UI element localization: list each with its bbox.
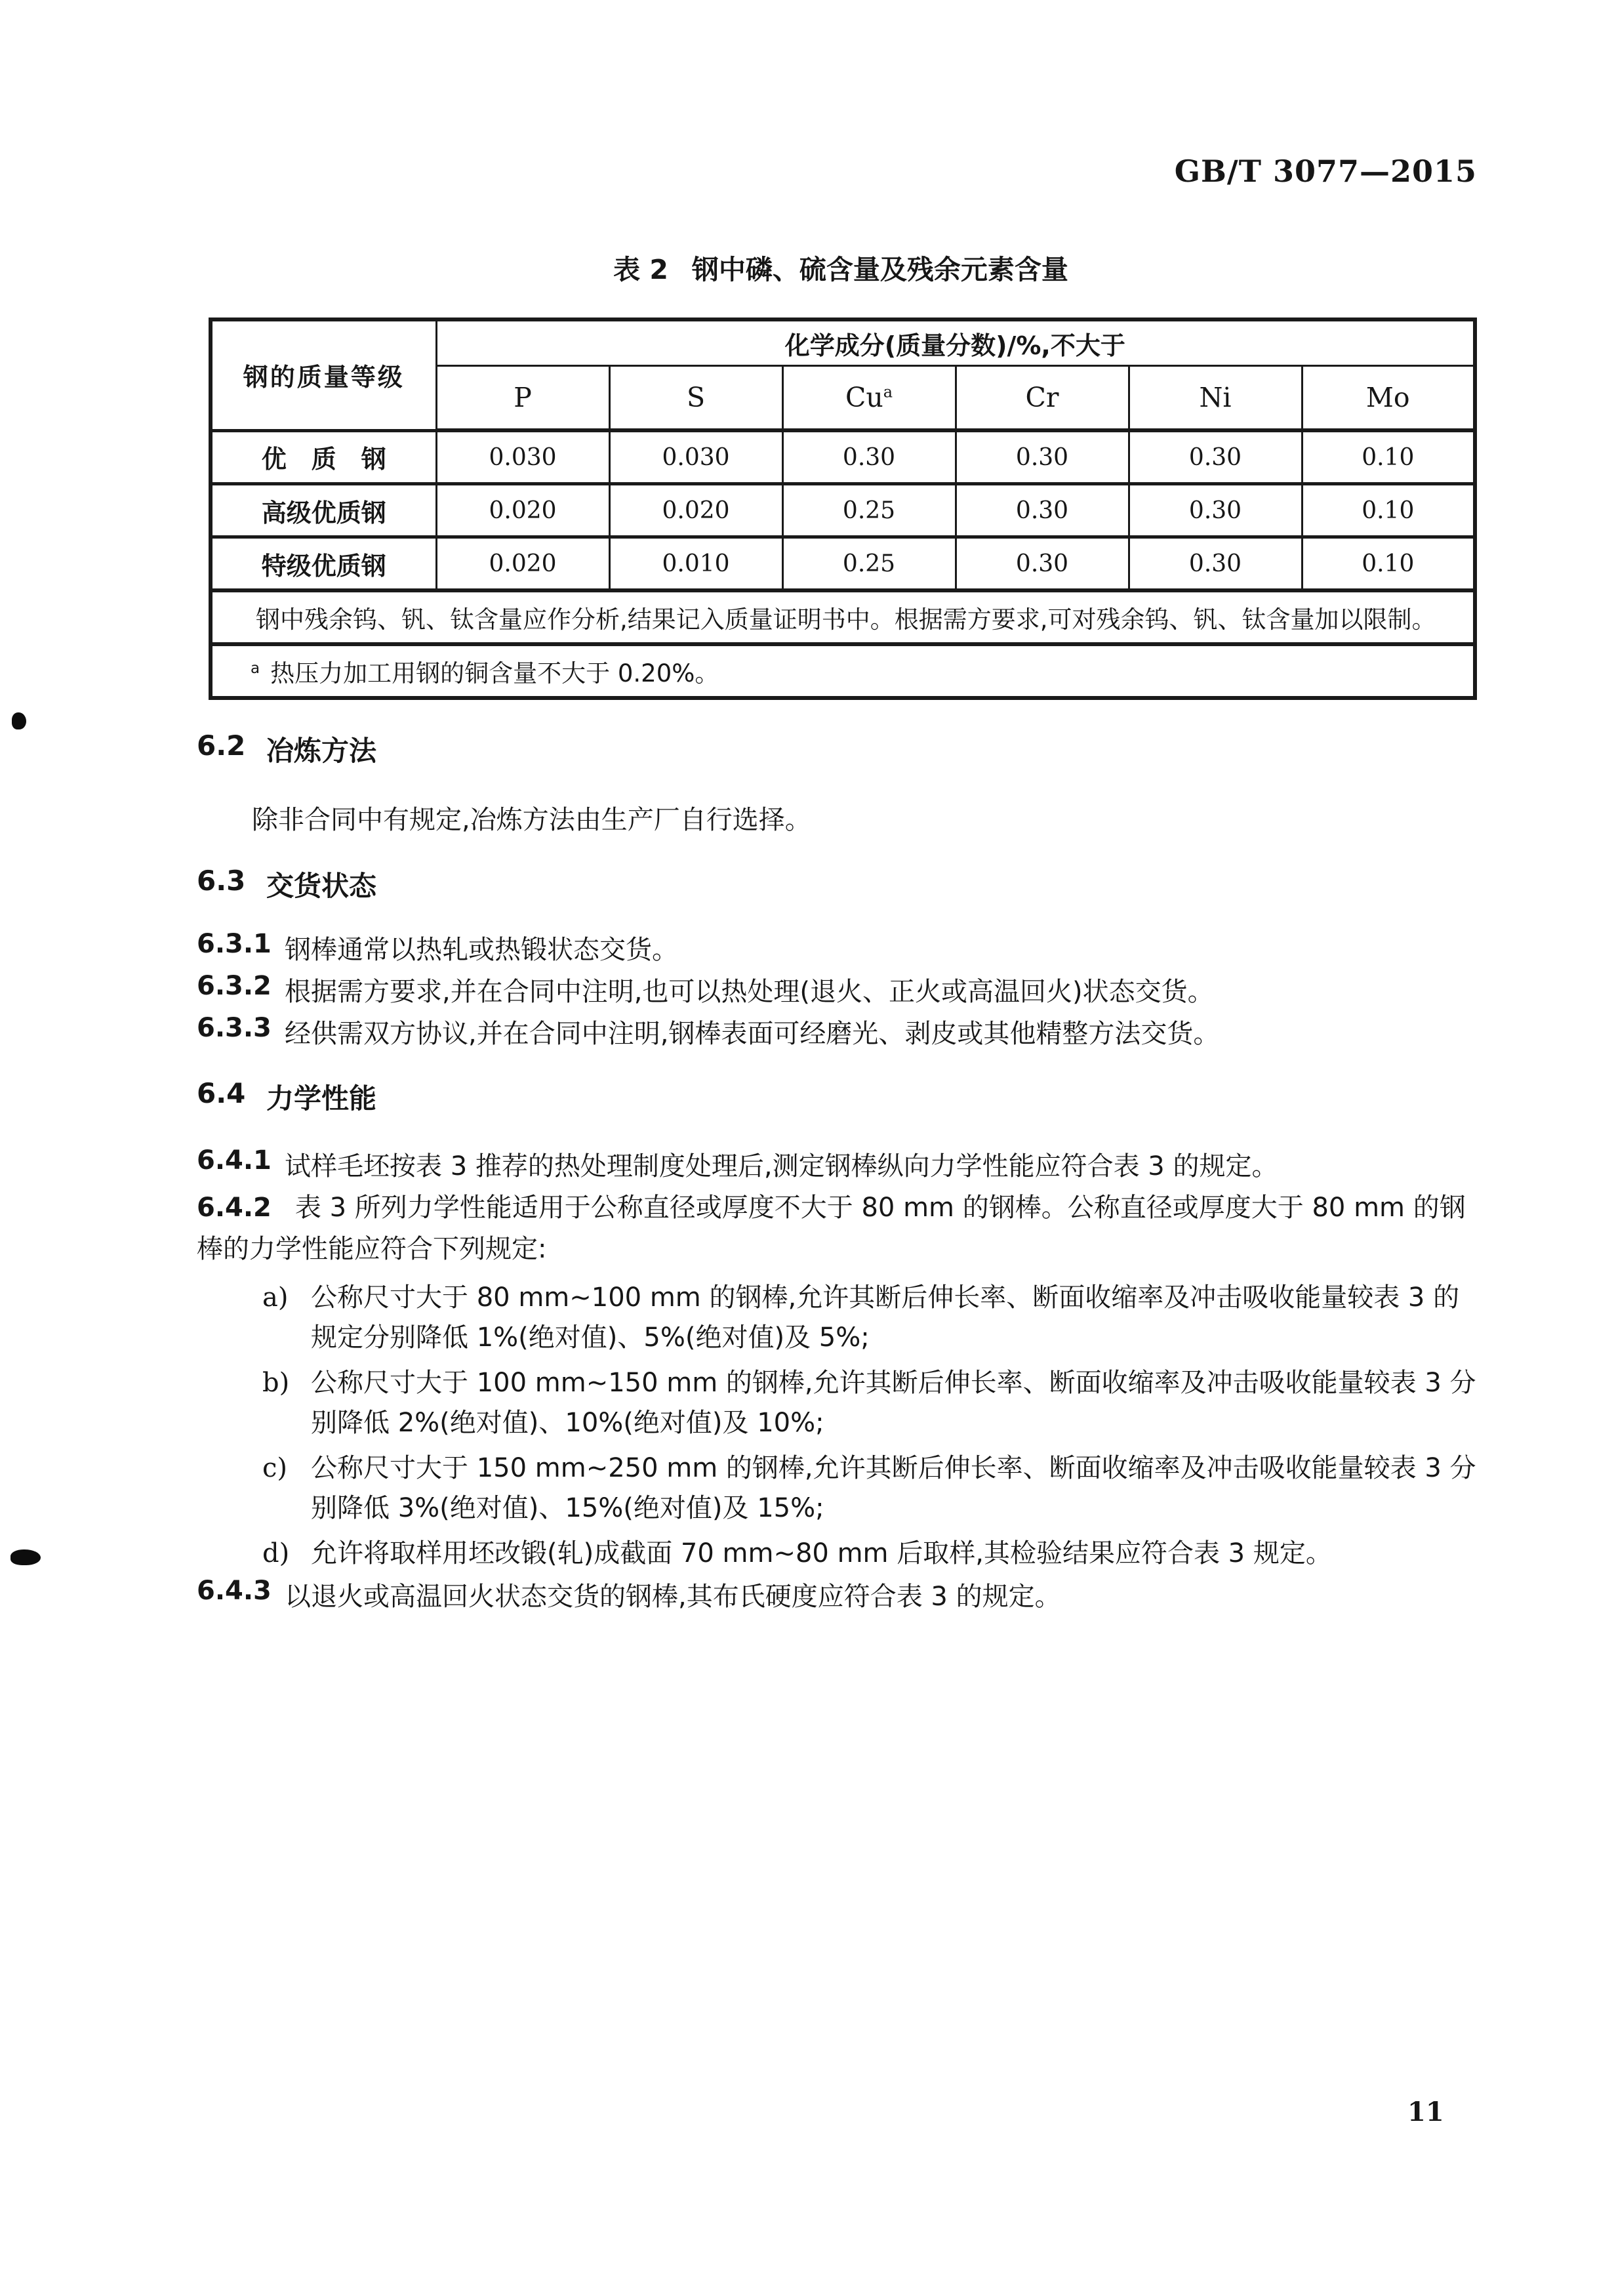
list-text: 允许将取样用坯改锻(轧)成截面 70 mm~80 mm 后取样,其检验结果应符合表 3 规定。	[311, 1538, 1332, 1568]
list-marker: a)	[262, 1282, 289, 1313]
composition-table	[209, 318, 1477, 700]
clause-6-3-3	[197, 1013, 1485, 1050]
value-cell: 0.030	[609, 430, 782, 484]
element-symbol: Mo	[1365, 382, 1410, 413]
clause-text: 试样毛坯按表 3 推荐的热处理制度处理后,测定钢棒纵向力学性能应符合表 3 的规定。	[285, 1151, 1278, 1181]
section-number: 6.4	[197, 1077, 246, 1109]
list-text: 公称尺寸大于 150 mm~250 mm 的钢棒,允许其断后伸长率、断面收缩率及冲击吸收能量较表 3 分别降低 3%(绝对值)、15%(绝对值)及 15%;	[311, 1453, 1476, 1523]
section-number: 6.2	[197, 729, 246, 762]
value-cell: 0.30	[956, 537, 1129, 591]
section-6-2-heading	[197, 729, 376, 769]
value-cell: 0.30	[782, 430, 956, 484]
element-symbol: P	[514, 382, 532, 413]
col-header-Mo	[1302, 366, 1475, 431]
section-number: 6.3	[197, 865, 246, 897]
table-footnote-row	[211, 644, 1475, 698]
page-number: 11	[1407, 2097, 1444, 2127]
list-marker: b)	[262, 1368, 290, 1398]
grade-cell: 高级优质钢	[211, 484, 436, 537]
section-6-3-heading	[197, 865, 376, 904]
table-row	[211, 430, 1475, 484]
list-text: 公称尺寸大于 80 mm~100 mm 的钢棒,允许其断后伸长率、断面收缩率及冲击吸收能量较表 3 的规定分别降低 1%(绝对值)、5%(绝对值)及 5%;	[311, 1282, 1460, 1353]
table-header-row-1	[211, 319, 1475, 366]
section-title: 交货状态	[266, 870, 377, 902]
value-cell: 0.020	[609, 484, 782, 537]
value-cell: 0.010	[609, 537, 782, 591]
value-cell: 0.25	[782, 484, 956, 537]
standard-code: GB/T 3077—2015	[1174, 154, 1477, 189]
value-cell: 0.020	[436, 484, 609, 537]
value-cell: 0.30	[1129, 537, 1302, 591]
clause-text: 经供需双方协议,并在合同中注明,钢棒表面可经磨光、剥皮或其他精整方法交货。	[285, 1019, 1220, 1049]
table-note-row	[211, 590, 1475, 644]
value-cell: 0.25	[782, 537, 956, 591]
value-cell: 0.30	[1129, 484, 1302, 537]
col-header-Ni	[1129, 366, 1302, 431]
value-cell: 0.030	[436, 430, 609, 484]
clause-6-3-2	[197, 971, 1485, 1008]
ink-speck	[12, 712, 26, 729]
table-row	[211, 537, 1475, 591]
value-cell: 0.10	[1302, 484, 1475, 537]
clause-number: 6.3.1	[197, 929, 272, 959]
list-text: 公称尺寸大于 100 mm~150 mm 的钢棒,允许其断后伸长率、断面收缩率及冲击吸收能量较表 3 分别降低 2%(绝对值)、10%(绝对值)及 10%;	[311, 1368, 1476, 1438]
clause-6-4-1	[197, 1145, 1485, 1183]
col-header-Cr	[956, 366, 1129, 431]
section-title: 冶炼方法	[266, 735, 377, 767]
grade-cell: 优 质 钢	[211, 430, 436, 484]
clause-number: 6.4.2	[197, 1193, 272, 1223]
footnote-text: 热压力加工用钢的铜含量不大于 0.20%。	[270, 659, 719, 687]
span-header-cell: 化学成分(质量分数)/%,不大于	[436, 319, 1475, 366]
element-symbol: Ni	[1199, 382, 1232, 413]
element-symbol: Cr	[1025, 382, 1059, 413]
clause-text: 表 3 所列力学性能适用于公称直径或厚度不大于 80 mm 的钢棒。公称直径或厚度大于 80 mm 的钢棒的力学性能应符合下列规定:	[197, 1193, 1466, 1264]
value-cell: 0.020	[436, 537, 609, 591]
corner-header-cell: 钢的质量等级	[211, 319, 436, 430]
superscript: a	[883, 382, 893, 401]
clause-text: 以退火或高温回火状态交货的钢棒,其布氏硬度应符合表 3 的规定。	[285, 1582, 1061, 1612]
section-title: 力学性能	[266, 1082, 377, 1115]
section-6-4-heading	[197, 1077, 376, 1117]
grade-cell: 特级优质钢	[211, 537, 436, 591]
element-symbol: Cu	[845, 382, 883, 413]
list-marker: c)	[262, 1453, 288, 1483]
list-item-b	[262, 1363, 1484, 1443]
element-symbol: S	[686, 382, 706, 413]
footnote-marker: a	[251, 659, 260, 677]
list-marker: d)	[262, 1538, 290, 1568]
clause-number: 6.3.2	[197, 971, 272, 1001]
clause-6-4-2	[197, 1187, 1485, 1270]
clause-number: 6.4.1	[197, 1145, 272, 1176]
clause-6-4-3	[197, 1576, 1485, 1613]
value-cell: 0.30	[1129, 430, 1302, 484]
value-cell: 0.30	[956, 430, 1129, 484]
table-2-title-prefix: 表 2	[613, 254, 668, 285]
ink-speck	[10, 1549, 41, 1565]
clause-text: 根据需方要求,并在合同中注明,也可以热处理(退火、正火或高温回火)状态交货。	[285, 977, 1214, 1007]
clause-number: 6.4.3	[197, 1576, 272, 1606]
clause-number: 6.3.3	[197, 1013, 272, 1043]
col-header-Cu	[782, 366, 956, 431]
clause-text: 钢棒通常以热轧或热锻状态交货。	[285, 935, 678, 965]
col-header-S	[609, 366, 782, 431]
table-row	[211, 484, 1475, 537]
col-header-P	[436, 366, 609, 431]
section-6-2-paragraph: 除非合同中有规定,冶炼方法由生产厂自行选择。	[252, 805, 811, 835]
list-item-c	[262, 1448, 1484, 1528]
table-general-note: 钢中残余钨、钒、钛含量应作分析,结果记入质量证明书中。根据需方要求,可对残余钨、钒、钛含量加以限制。	[211, 590, 1475, 644]
list-item-d	[262, 1534, 1484, 1574]
clause-6-3-1	[197, 929, 1485, 966]
value-cell: 0.10	[1302, 430, 1475, 484]
value-cell: 0.10	[1302, 537, 1475, 591]
value-cell: 0.30	[956, 484, 1129, 537]
table-footnote	[211, 644, 1475, 698]
list-item-a	[262, 1278, 1484, 1358]
table-2-title	[209, 248, 1473, 287]
table-2-title-text: 钢中磷、硫含量及残余元素含量	[691, 254, 1068, 285]
